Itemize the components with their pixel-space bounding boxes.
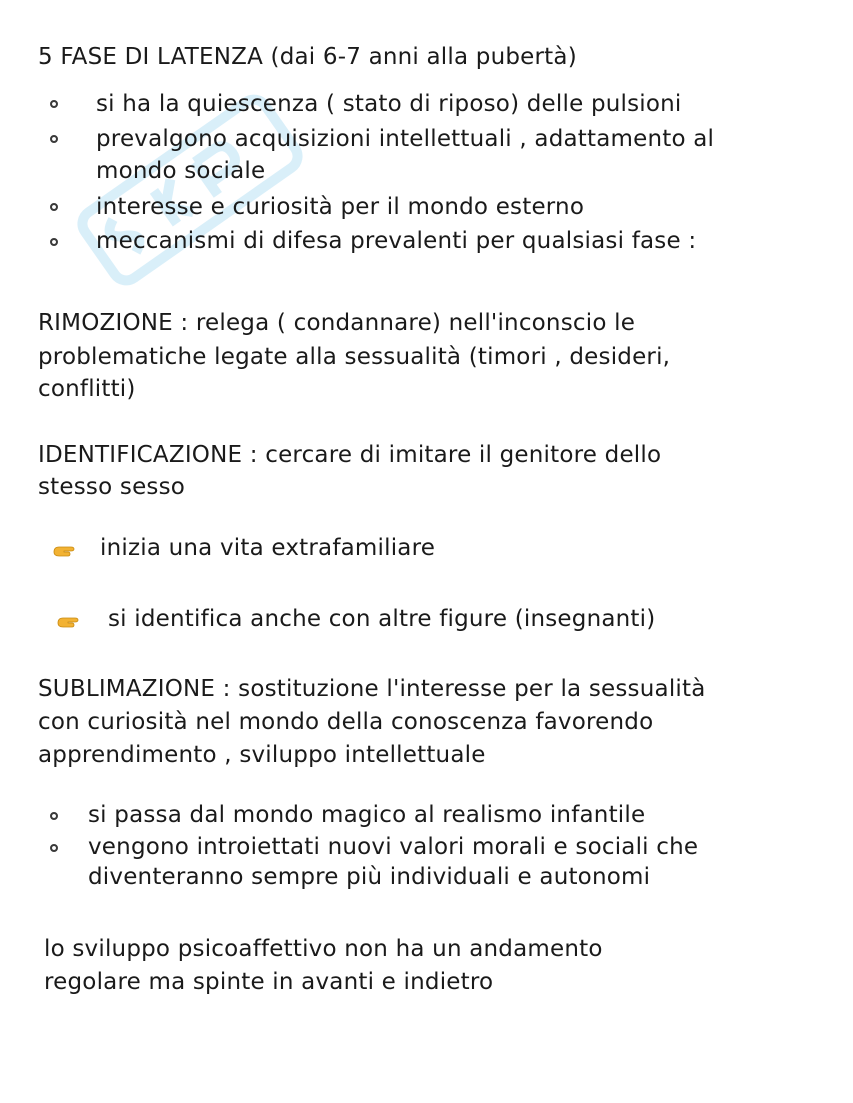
list-item: si passa dal mondo magico al realismo infantile — [88, 802, 646, 828]
list-item: interesse e curiosità per il mondo esterno — [96, 194, 585, 220]
bullet-dot-icon — [50, 100, 58, 108]
paragraph-rimozione-line: RIMOZIONE : relega ( condannare) nell'inconscio le — [38, 310, 636, 336]
pointing-hand-icon — [56, 614, 82, 630]
paragraph-rimozione-line: conflitti) — [38, 376, 136, 402]
conclusion-line: regolare ma spinte in avanti e indietro — [44, 969, 494, 995]
paragraph-sublimazione-line: apprendimento , sviluppo intellettuale — [38, 742, 486, 768]
list-item: prevalgono acquisizioni intellettuali , adattamento al — [96, 126, 715, 152]
paragraph-rimozione-line: problematiche legate alla sessualità (timori , desideri, — [38, 344, 671, 370]
pointing-hand-icon — [52, 543, 78, 559]
pointer-item: si identifica anche con altre figure (insegnanti) — [108, 606, 656, 632]
paragraph-sublimazione-line: con curiosità nel mondo della conoscenza favorendo — [38, 709, 654, 735]
paragraph-sublimazione-line: SUBLIMAZIONE : sostituzione l'interesse per la sessualità — [38, 676, 706, 702]
paragraph-identificazione-line: stesso sesso — [38, 474, 186, 500]
paragraph-identificazione-line: IDENTIFICAZIONE : cercare di imitare il genitore dello — [38, 442, 662, 468]
section-title: 5 FASE DI LATENZA (dai 6-7 anni alla pubertà) — [38, 44, 577, 70]
list-item-continuation: diventeranno sempre più individuali e autonomi — [88, 864, 651, 890]
list-item-continuation: mondo sociale — [96, 158, 266, 184]
list-item: vengono introiettati nuovi valori morali e sociali che — [88, 834, 699, 860]
list-item: si ha la quiescenza ( stato di riposo) delle pulsioni — [96, 91, 682, 117]
bullet-dot-icon — [50, 135, 58, 143]
pointer-item: inizia una vita extrafamiliare — [100, 535, 436, 561]
bullet-dot-icon — [50, 812, 58, 820]
watermark-logo-icon — [40, 40, 340, 340]
conclusion-line: lo sviluppo psicoaffettivo non ha un andamento — [44, 936, 603, 962]
bullet-dot-icon — [50, 844, 58, 852]
bullet-dot-icon — [50, 203, 58, 211]
bullet-dot-icon — [50, 238, 58, 246]
list-item: meccanismi di difesa prevalenti per qualsiasi fase : — [96, 228, 697, 254]
